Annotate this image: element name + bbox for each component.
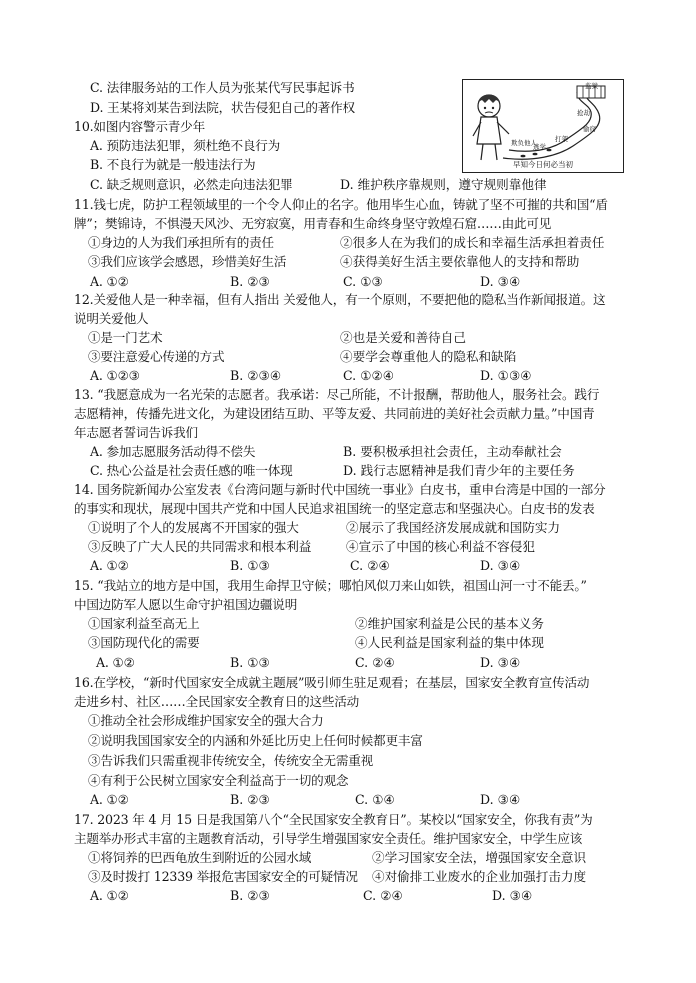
q17-stem-1: 17. 2023 年 4 月 15 日是我国第八个“全民国家安全教育日”。某校以“国家安全，你我有责”为 <box>74 812 593 827</box>
q16-statement-1: ①推动全社会形成维护国家安全的强大合力 <box>88 713 324 728</box>
q11-stem-2: 牌”；樊锦诗，不惧漫天风沙、无穷寂寞，用青春和生命终身坚守敦煌石窟……由此可见 <box>74 216 552 231</box>
label-steal: 抢劫 <box>577 109 590 117</box>
q17-option-c: C. ②④ <box>363 888 403 903</box>
q14-stem-2: 的事实和现状，展现中国共产党和中国人民追求祖国统一的坚定意志和坚强决心。白皮书的发表 <box>74 501 595 516</box>
q17-statement-3: ③及时拨打 12339 举报危害国家安全的可疑情况 <box>88 869 358 884</box>
q14-stem-1: 14. 国务院新闻办公室发表《台湾问题与新时代中国统一事业》白皮书，重申台湾是中国的一部分 <box>74 482 606 497</box>
q12-stem-2: 说明关爱他人 <box>74 311 149 326</box>
label-theft: 偷窃 <box>583 125 596 133</box>
q15-option-b: B. ①③ <box>230 655 270 670</box>
q16-option-a: A. ①② <box>90 792 129 807</box>
q10-stem: 10.如图内容警示青少年 <box>74 119 205 134</box>
cartoon-figure <box>462 79 624 173</box>
q11-option-a: A. ①② <box>90 274 129 289</box>
q12-option-a: A. ①②③ <box>90 368 140 383</box>
q12-option-c: C. ①②④ <box>343 368 395 383</box>
q13-stem-3: 年志愿者誓词告诉我们 <box>74 425 198 440</box>
q12-statement-2: ②也是关爱和善待自己 <box>340 330 466 345</box>
q11-option-d: D. ③④ <box>480 274 521 289</box>
label-fight: 打架 <box>555 135 568 143</box>
q17-option-d: D. ③④ <box>492 888 533 903</box>
q9-option-d: D. 王某将刘某告到法院，状告侵犯自己的著作权 <box>90 100 355 115</box>
q14-option-d: D. ③④ <box>480 558 521 573</box>
q11-statement-3: ③我们应该学会感恩，珍惜美好生活 <box>88 254 287 269</box>
q14-option-c: C. ②④ <box>350 558 390 573</box>
q15-stem-1: 15. “我站立的地方是中国，我用生命捍卫守候；哪怕风似刀来山如铁，祖国山河一寸不能丢。” <box>74 578 587 593</box>
q9-option-c: C. 法律服务站的工作人员为张某代写民事起诉书 <box>90 80 355 95</box>
q14-statement-4: ④宣示了中国的核心利益不容侵犯 <box>346 539 535 554</box>
q16-statement-4: ④有利于公民树立国家安全利益高于一切的观念 <box>88 773 349 788</box>
q10-option-d: D. 维护秩序靠规则，遵守规则靠他律 <box>340 177 547 192</box>
q12-statement-1: ①是一门艺术 <box>88 330 163 345</box>
figure-caption: 早知今日何必当初 <box>513 160 573 169</box>
q11-option-b: B. ②③ <box>230 274 270 289</box>
label-bully: 欺负他人 <box>511 139 537 147</box>
q12-stem-1: 12.关爱他人是一种幸福，但有人指出 关爱他人，有一个原则，不要把他的隐私当作新闻报道。这 <box>74 292 606 307</box>
q15-statement-4: ④人民利益是国家利益的集中体现 <box>355 635 544 650</box>
q13-option-b: B. 要积极承担社会责任，主动奉献社会 <box>343 444 562 459</box>
q14-statement-1: ①说明了个人的发展离不开国家的强大 <box>88 520 299 535</box>
q12-option-d: D. ①③④ <box>480 368 532 383</box>
label-prison: 监狱 <box>585 82 598 90</box>
q15-option-c: C. ②④ <box>355 655 395 670</box>
q12-statement-4: ④要学会尊重他人的隐私和缺陷 <box>340 349 517 364</box>
q11-option-c: C. ①③ <box>343 274 383 289</box>
q14-option-a: A. ①② <box>90 558 129 573</box>
q15-option-d: D. ③④ <box>480 655 521 670</box>
q17-statement-2: ②学习国家安全法，增强国家安全意识 <box>372 850 587 865</box>
q16-statement-2: ②说明我国国家安全的内涵和外延比历史上任何时候都更丰富 <box>88 733 423 748</box>
q11-statement-2: ②很多人在为我们的成长和幸福生活承担着责任 <box>340 235 605 250</box>
q13-option-d: D. 践行志愿精神是我们青少年的主要任务 <box>343 463 575 478</box>
q13-stem-1: 13. “我愿意成为一名光荣的志愿者。我承诺：尽己所能，不计报酬，帮助他人，服务社会。践行 <box>74 387 600 402</box>
q15-statement-2: ②维护国家利益是公民的基本义务 <box>355 616 544 631</box>
q15-statement-1: ①国家利益至高无上 <box>88 616 200 631</box>
q16-stem-2: 走进乡村、社区……全民国家安全教育日的这些活动 <box>74 694 360 709</box>
q15-statement-3: ③国防现代化的需要 <box>88 635 200 650</box>
q17-statement-4: ④对偷排工业废水的企业加强打击力度 <box>372 869 587 884</box>
q16-statement-3: ③告诉我们只需重视非传统安全，传统安全无需重视 <box>88 753 374 768</box>
q17-option-b: B. ②③ <box>230 888 270 903</box>
q12-statement-3: ③要注意爱心传递的方式 <box>88 349 225 364</box>
q10-option-c: C. 缺乏规则意识，必然走向违法犯罪 <box>90 177 293 192</box>
q13-option-a: A. 参加志愿服务活动得不偿失 <box>90 444 256 459</box>
q17-option-a: A. ①② <box>90 888 129 903</box>
q17-stem-2: 主题举办形式丰富的主题教育活动，引导学生增强国家安全责任。维护国家安全，中学生应该 <box>74 831 583 846</box>
q15-option-a: A. ①② <box>96 655 135 670</box>
q14-option-b: B. ①③ <box>230 558 270 573</box>
q12-option-b: B. ②③④ <box>230 368 282 383</box>
q14-statement-3: ③反映了广大人民的共同需求和根本利益 <box>88 539 312 554</box>
q16-option-b: B. ②③ <box>230 792 270 807</box>
q13-option-c: C. 热心公益是社会责任感的唯一体现 <box>90 463 293 478</box>
q10-option-a: A. 预防违法犯罪，须杜绝不良行为 <box>90 138 281 153</box>
q11-statement-1: ①身边的人为我们承担所有的责任 <box>88 235 274 250</box>
q16-option-d: D. ③④ <box>480 792 521 807</box>
q13-stem-2: 志愿精神，传播先进文化，为建设团结互助、平等友爱、共同前进的美好社会贡献力量。”中国青 <box>74 406 595 421</box>
q16-option-c: C. ①④ <box>355 792 395 807</box>
q17-statement-1: ①将饲养的巴西龟放生到附近的公园水域 <box>88 850 312 865</box>
q16-stem-1: 16.在学校，“新时代国家安全成就主题展”吸引师生驻足观看；在基层，国家安全教育宣传活动 <box>74 675 590 690</box>
q11-statement-4: ④获得美好生活主要依靠他人的支持和帮助 <box>340 254 580 269</box>
q10-option-b: B. 不良行为就是一般违法行为 <box>90 157 256 172</box>
q14-statement-2: ②展示了我国经济发展成就和国防实力 <box>346 520 561 535</box>
label-truant: 逃学 <box>533 143 546 151</box>
q11-stem-1: 11.钱七虎，防护工程领域里的一个令人仰止的名字。他用毕生心血，铸就了坚不可摧的共和国“盾 <box>74 197 608 212</box>
q15-stem-2: 中国边防军人愿以生命守护祖国边疆说明 <box>74 597 298 612</box>
